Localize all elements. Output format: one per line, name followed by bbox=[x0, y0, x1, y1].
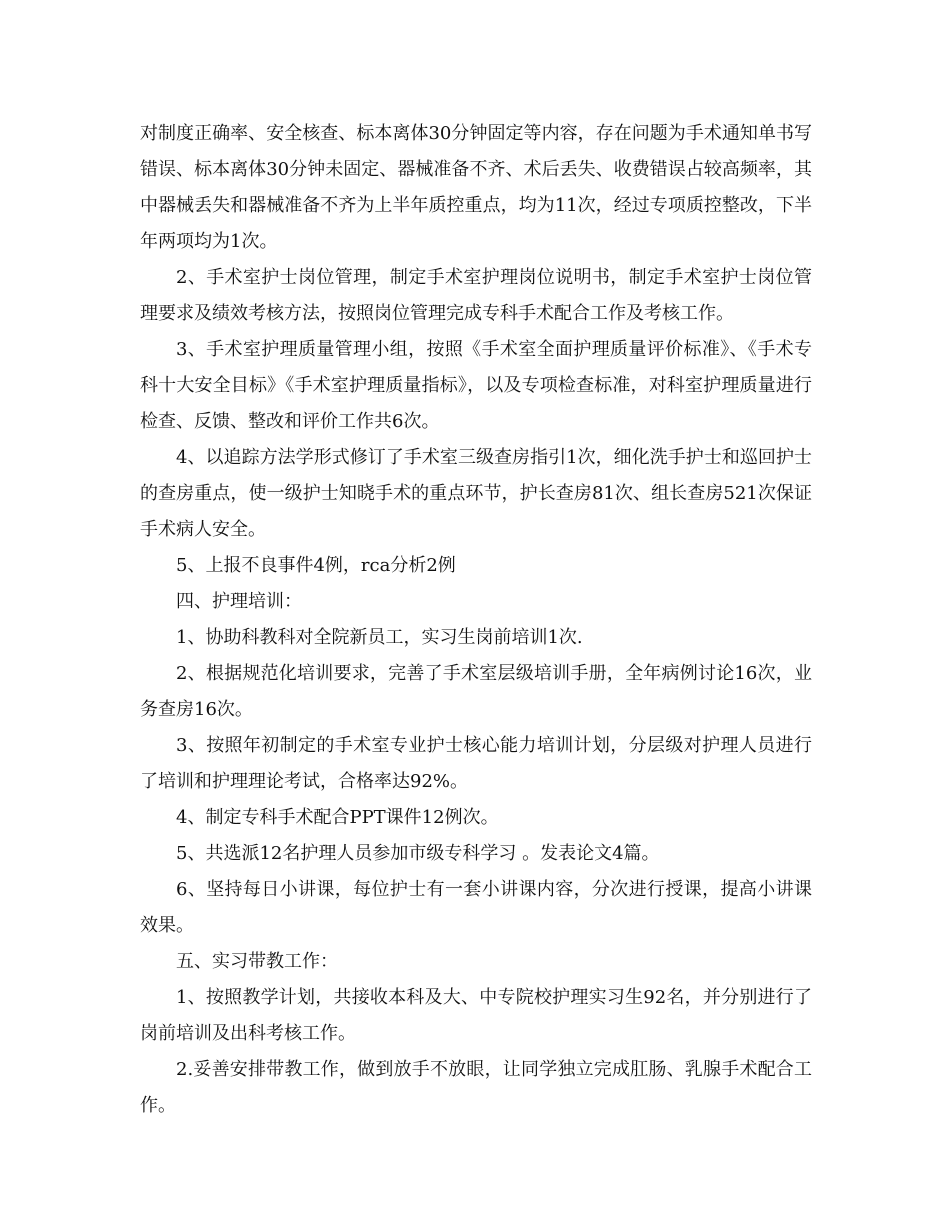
paragraph-daily-lectures: 6、坚持每日小讲课，每位护士有一套小讲课内容，分次进行授课，提高小讲课效果。 bbox=[140, 879, 812, 936]
paragraph-ppt-courseware: 4、制定专科手术配合PPT课件12例次。 bbox=[176, 807, 499, 828]
paragraph-quality-control-continued: 对制度正确率、安全核查、标本离体30分钟固定等内容，存在问题为手术通知单书写错误、标本离体30分钟未固定、器械准备不齐、术后丢失、收费错误占较高频率，其中器械丢失和器械准备不齐为上半年质控重点，均为11次，经过专项质控整改，下半年两项均为1次。 bbox=[140, 123, 812, 252]
paragraph-intern-intake: 1、按照教学计划，共接收本科及大、中专院校护理实习生92名，并分别进行了岗前培训及出科考核工作。 bbox=[140, 987, 812, 1044]
document-body bbox=[140, 116, 812, 1124]
paragraph-standard-training: 2、根据规范化培训要求，完善了手术室层级培训手册，全年病例讨论16次，业务查房16次。 bbox=[140, 663, 812, 720]
paragraph-teaching-arrangement: 2.妥善安排带教工作，做到放手不放眼，让同学独立完成肛肠、乳腺手术配合工作。 bbox=[140, 1059, 812, 1116]
section-heading-training: 四、护理培训： bbox=[176, 591, 302, 612]
paragraph-quality-team: 3、手术室护理质量管理小组，按照《手术室全面护理质量评价标准》、《手术专科十大安全目标》《手术室护理质量指标》，以及专项检查标准，对科室护理质量进行检查、反馈、整改和评价工作共6次。 bbox=[140, 339, 812, 432]
paragraph-core-competency: 3、按照年初制定的手术室专业护士核心能力培训计划，分层级对护理人员进行了培训和护理理论考试，合格率达92%。 bbox=[140, 735, 812, 792]
paragraph-ward-rounds: 4、以追踪方法学形式修订了手术室三级查房指引1次，细化洗手护士和巡回护士的查房重点，使一级护士知晓手术的重点环节，护长查房81次、组长查房521次保证手术病人安全。 bbox=[140, 447, 812, 540]
section-heading-internship: 五、实习带教工作： bbox=[176, 951, 338, 972]
paragraph-external-study: 5、共选派12名护理人员参加市级专科学习 。发表论文4篇。 bbox=[176, 843, 660, 864]
paragraph-adverse-events: 5、上报不良事件4例，rca分析2例 bbox=[176, 555, 456, 576]
paragraph-new-staff-training: 1、协助科教科对全院新员工，实习生岗前培训1次. bbox=[176, 627, 583, 648]
paragraph-post-management: 2、手术室护士岗位管理，制定手术室护理岗位说明书，制定手术室护士岗位管理要求及绩效考核方法，按照岗位管理完成专科手术配合工作及考核工作。 bbox=[140, 267, 812, 324]
